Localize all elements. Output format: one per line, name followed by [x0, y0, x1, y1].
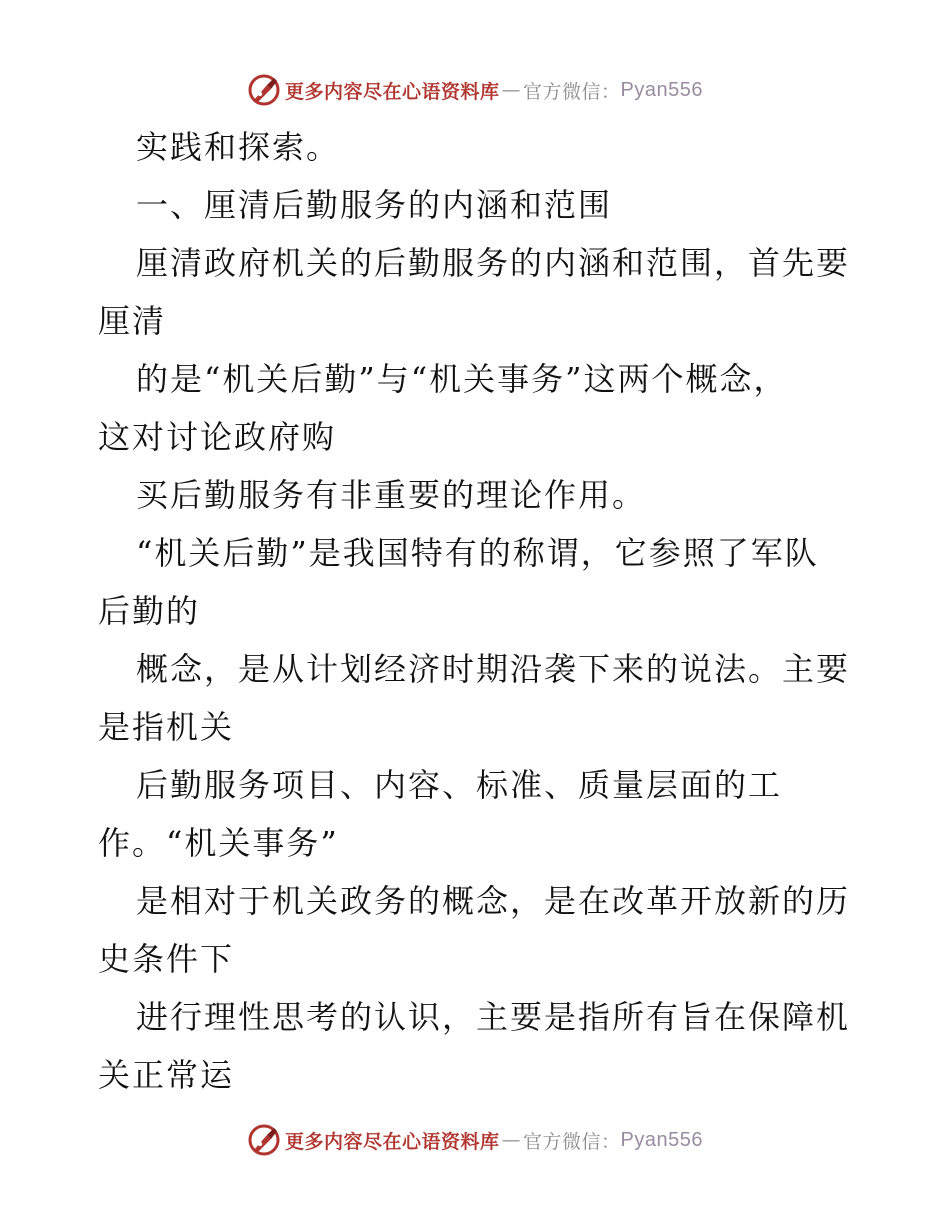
- text-line: 后勤的: [98, 592, 201, 630]
- banner-site-name: 更多内容尽在心语资料库: [285, 80, 500, 103]
- text-line: 进行理性思考的认识，主要是指所有旨在保障机: [136, 998, 851, 1036]
- banner-wechat-label: 官方微信：: [523, 80, 621, 103]
- text-line: 概念，是从计划经济时期沿袭下来的说法。主要: [136, 650, 851, 688]
- pen-circle-logo-icon: [247, 73, 281, 107]
- text-line: 史条件下: [98, 940, 235, 978]
- footer-watermark-banner: [0, 1120, 950, 1160]
- banner-wechat-label: 官方微信：: [523, 1130, 621, 1153]
- text-line: 这对讨论政府购: [98, 418, 337, 456]
- text-line: 作。“机关事务”: [98, 824, 339, 862]
- text-line: 关正常运: [98, 1056, 235, 1094]
- header-watermark-banner: [0, 70, 950, 110]
- text-line: “机关后勤”是我国特有的称谓，它参照了军队: [136, 534, 819, 572]
- document-body: [98, 118, 888, 1104]
- pen-circle-logo-icon: [247, 1123, 281, 1157]
- banner-wechat-id: Pyan556: [620, 1128, 703, 1151]
- text-line: 厘清: [98, 302, 167, 340]
- text-line: 的是“机关后勤”与“机关事务”这两个概念，: [136, 360, 788, 398]
- text-line: 买后勤服务有非重要的理论作用。: [136, 476, 647, 514]
- banner-wechat-id: Pyan556: [620, 78, 703, 101]
- banner-dash: —: [501, 79, 522, 101]
- text-line: 是指机关: [98, 708, 235, 746]
- banner-dash: —: [501, 1129, 522, 1151]
- text-line: 一、厘清后勤服务的内涵和范围: [136, 186, 613, 224]
- text-line: 是相对于机关政务的概念，是在改革开放新的历: [136, 882, 851, 920]
- banner-site-name: 更多内容尽在心语资料库: [285, 1130, 500, 1153]
- text-line: 后勤服务项目、内容、标准、质量层面的工: [136, 766, 783, 804]
- text-line: 实践和探索。: [136, 128, 341, 166]
- text-line: 厘清政府机关的后勤服务的内涵和范围，首先要: [136, 244, 851, 282]
